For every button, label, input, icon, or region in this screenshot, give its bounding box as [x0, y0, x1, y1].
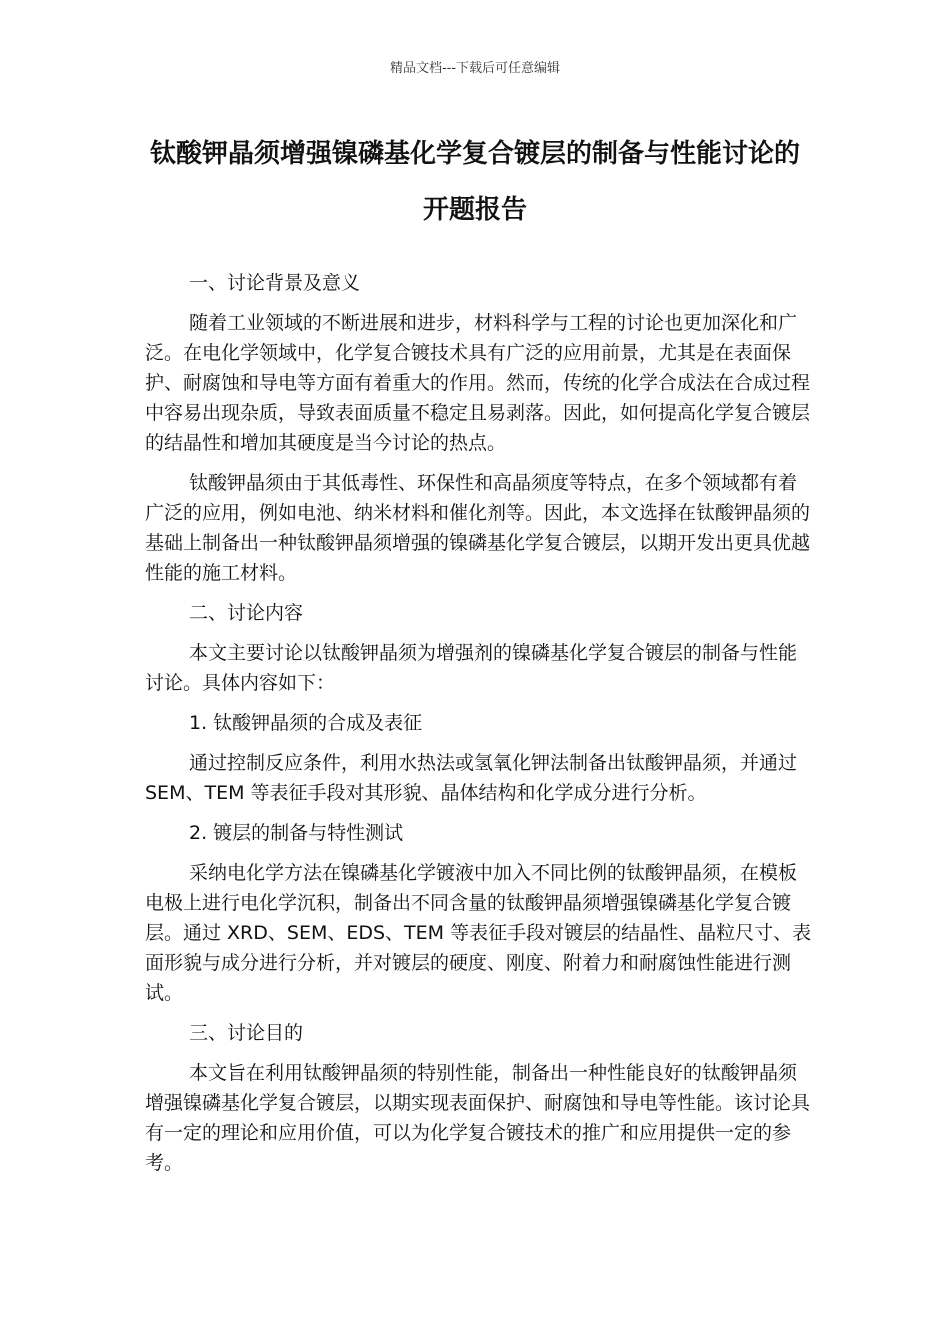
document-body	[145, 268, 815, 1188]
paragraph-coating: 采纳电化学方法在镍磷基化学镀液中加入不同比例的钛酸钾晶须，在模板电极上进行电化学沉积，制备出不同含量的钛酸钾晶须增强镍磷基化学复合镀层。通过 XRD、SEM、EDS、TEM 等表征手段对镀层的结晶性、晶粒尺寸、表面形貌与成分进行分析，并对镀层的硬度、刚度、附着力和耐腐蚀性能进行测试。	[145, 862, 812, 1004]
header-watermark: 精品文档---下载后可任意编辑	[389, 61, 561, 76]
document-title: 钛酸钾晶须增强镍磷基化学复合镀层的制备与性能讨论的开题报告	[149, 139, 800, 225]
subsection-heading-coating: 2. 镀层的制备与特性测试	[189, 822, 404, 844]
paragraph-background-2: 钛酸钾晶须由于其低毒性、环保性和高晶须度等特点，在多个领域都有着广泛的应用，例如电池、纳米材料和催化剂等。因此，本文选择在钛酸钾晶须的基础上制备出一种钛酸钾晶须增强的镍磷基化学复合镀层，以期开发出更具优越性能的施工材料。	[145, 472, 811, 584]
section-heading-content: 二、讨论内容	[189, 602, 304, 624]
section-heading-background: 一、讨论背景及意义	[189, 272, 361, 294]
paragraph-background-1: 随着工业领域的不断进展和进步，材料科学与工程的讨论也更加深化和广泛。在电化学领域中，化学复合镀技术具有广泛的应用前景，尤其是在表面保护、耐腐蚀和导电等方面有着重大的作用。然而，传统的化学合成法在合成过程中容易出现杂质，导致表面质量不稳定且易剥落。因此，如何提高化学复合镀层的结晶性和增加其硬度是当今讨论的热点。	[145, 312, 811, 454]
paragraph-synthesis: 通过控制反应条件，利用水热法或氢氧化钾法制备出钛酸钾晶须，并通过 SEM、TEM 等表征手段对其形貌、晶体结构和化学成分进行分析。	[145, 752, 798, 804]
subsection-heading-synthesis: 1. 钛酸钾晶须的合成及表征	[189, 712, 423, 734]
section-heading-purpose: 三、讨论目的	[189, 1022, 304, 1044]
paragraph-content-intro: 本文主要讨论以钛酸钾晶须为增强剂的镍磷基化学复合镀层的制备与性能讨论。具体内容如下：	[145, 642, 798, 694]
paragraph-purpose: 本文旨在利用钛酸钾晶须的特别性能，制备出一种性能良好的钛酸钾晶须增强镍磷基化学复合镀层，以期实现表面保护、耐腐蚀和导电等性能。该讨论具有一定的理论和应用价值，可以为化学复合镀技术的推广和应用提供一定的参考。	[145, 1062, 811, 1174]
